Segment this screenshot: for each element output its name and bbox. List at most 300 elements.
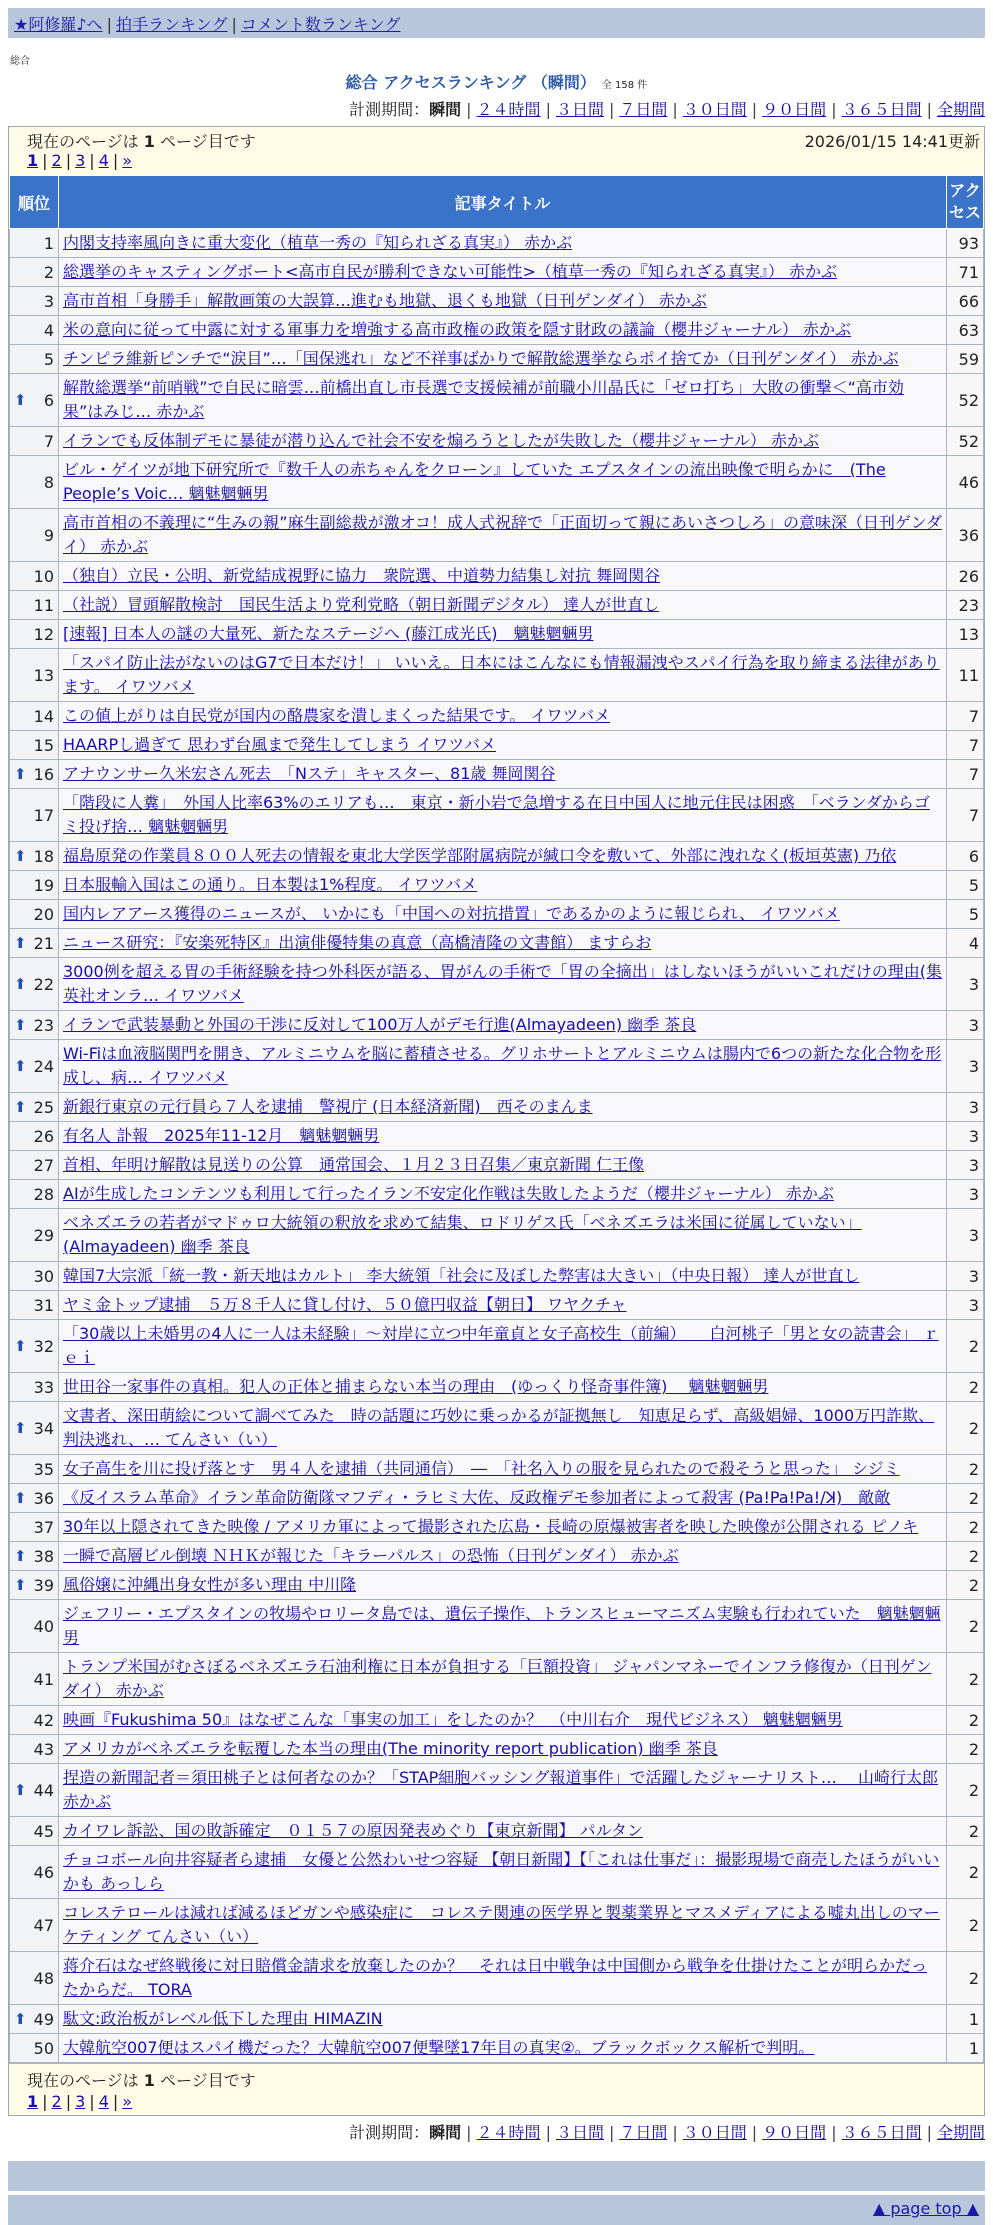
table-row [10,842,984,871]
title-cell [59,1542,947,1571]
rank-number: 41 [33,1669,54,1689]
table-row [10,345,984,374]
period-selector-bottom [0,2120,985,2143]
title-cell [59,649,947,702]
rank-up-arrow-icon: ⬆ [14,1781,27,1799]
table-row [10,1151,984,1180]
period-option-link[interactable]: ９０日間 [762,2123,827,2142]
rank-cell [10,1513,59,1542]
rank-up-arrow-icon: ⬆ [14,1489,27,1507]
title-cell [59,871,947,900]
article-link[interactable]: [速報] 日本人の謎の大量死、新たなステージへ (藤江成光氏) 魑魅魍魎男 [63,624,594,643]
rank-number: 42 [33,1710,54,1730]
access-count: 7 [947,789,984,842]
access-count: 52 [947,427,984,456]
access-count: 59 [947,345,984,374]
article-link[interactable]: イランでも反体制デモに暴徒が潜り込んで社会不安を煽ろうとしたが失敗した（櫻井ジャーナル） 赤かぶ [63,431,819,450]
ranking-container [8,126,985,2116]
separator: | [751,100,758,119]
page-link[interactable]: 2 [51,2092,62,2111]
title-cell [59,1122,947,1151]
rank-cell [10,1262,59,1291]
title-cell [59,591,947,620]
article-link[interactable]: カイワレ訴訟、国の敗訴確定 ０１５７の原因発表めぐり【東京新聞】 パルタン [63,1821,643,1840]
rank-cell [10,229,59,258]
rank-number: 19 [33,875,54,895]
rank-number: 8 [43,472,54,492]
table-row [10,1011,984,1040]
rank-cell [10,900,59,929]
rank-cell [10,427,59,456]
table-row [10,1455,984,1484]
article-link[interactable]: 大韓航空007便はスパイ機だった？大韓航空007便撃墜17年目の真実②。ブラックボックス解析で判明。 [63,2038,815,2057]
article-count: 全 158 件 [601,80,648,91]
category-label: 総合 [10,56,30,67]
article-link[interactable]: 有名人 訃報 2025年11-12月 魑魅魍魎男 [63,1126,380,1145]
rank-number: 32 [33,1336,54,1356]
current-page-info: 現在のページは 1 ページ目です [27,132,256,151]
title-cell [59,2005,947,2034]
rank-number: 45 [33,1821,54,1841]
access-count: 2 [947,1402,984,1455]
rank-number: 35 [33,1459,54,1479]
rank-number: 26 [33,1126,54,1146]
article-link[interactable]: ジェフリー・エプスタインの牧場やロリータ島では、遺伝子操作、トランスヒューマニズム実験も行われていた 魑魅魍魎男 [63,1604,941,1647]
title-cell [59,900,947,929]
rank-cell [10,1571,59,1600]
title-cell [59,1320,947,1373]
access-count: 3 [947,1291,984,1320]
article-link[interactable]: 捏造の新聞記者＝須田桃子とは何者なのか？「STAP細胞バッシング報道事件」で活躍したジャーナリスト… 山崎行太郎 赤かぶ [63,1768,939,1811]
page-link-current[interactable]: 1 [27,2092,39,2111]
rank-cell [10,789,59,842]
page-link[interactable]: 4 [98,2092,109,2111]
title-cell [59,1653,947,1706]
page-link[interactable]: 4 [98,151,109,170]
access-count: 5 [947,900,984,929]
access-count: 66 [947,287,984,316]
table-row [10,900,984,929]
separator: | [926,2123,932,2142]
top-nav-bar [8,8,985,38]
period-option-link[interactable]: 全期間 [936,2123,985,2142]
table-row [10,1706,984,1735]
title-cell [59,1513,947,1542]
access-count: 71 [947,258,984,287]
table-row [10,1402,984,1455]
rank-cell [10,929,59,958]
rank-cell [10,958,59,1011]
separator: | [231,15,237,34]
title-cell [59,1151,947,1180]
table-row [10,789,984,842]
separator: | [42,2092,48,2111]
title-cell [59,929,947,958]
table-row [10,1542,984,1571]
rank-cell [10,1093,59,1122]
table-row [10,1373,984,1402]
separator: | [545,100,551,119]
article-link[interactable]: 映画『Fukushima 50』はなぜこんな「事実の加工」をしたのか？ （中川右介 現代ビジネス） 魑魅魍魎男 [63,1710,843,1729]
period-option-link[interactable]: ３日間 [555,100,604,119]
separator: | [89,151,95,170]
table-row [10,1653,984,1706]
access-count: 2 [947,1600,984,1653]
table-row [10,958,984,1011]
rank-cell [10,287,59,316]
rank-cell [10,1122,59,1151]
article-link[interactable]: 新銀行東京の元行員ら７人を逮捕 警視庁 (日本経済新聞) 西そのまんま [63,1097,593,1116]
article-link[interactable]: イランで武装暴動と外国の干渉に反対して100万人がデモ行進(Almayadeen) 幽季 茶良 [63,1015,697,1034]
rank-cell [10,1653,59,1706]
access-count: 2 [947,1899,984,1952]
rank-number: 5 [43,349,54,369]
title-cell [59,1011,947,1040]
rank-cell [10,1180,59,1209]
rank-number: 6 [43,390,54,410]
rank-number: 33 [33,1377,54,1397]
separator: | [42,151,48,170]
page-link[interactable]: » [122,151,133,170]
rank-number: 30 [33,1266,54,1286]
article-link[interactable]: 米の意向に従って中露に対する軍事力を増強する高市政権の政策を隠す財政の議論（櫻井ジャーナル） 赤かぶ [63,320,851,339]
rank-number: 7 [43,431,54,451]
table-row [10,649,984,702]
table-row [10,1180,984,1209]
access-count: 2 [947,1764,984,1817]
rank-cell [10,2034,59,2063]
separator: | [112,2092,119,2111]
article-link[interactable]: 「スパイ防止法がないのはG7で日本だけ！」 いいえ。日本にはこんなにも情報漏洩やスパイ行為を取り締まる法律があります。 イワツバメ [63,653,940,696]
rank-number: 22 [33,974,54,994]
period-option-link[interactable]: ３０日間 [682,100,747,119]
separator: | [672,2123,678,2142]
title-cell [59,1952,947,2005]
page-top-link[interactable]: ▲ page top ▲ [872,2199,979,2218]
article-link[interactable]: 国内レアアース獲得のニュースが、 いかにも「中国への対抗措置」であるかのように報じられ、 イワツバメ [63,904,840,923]
period-option-selected: 瞬間 [429,2123,462,2142]
rank-number: 16 [33,764,54,784]
rank-number: 28 [33,1184,54,1204]
rank-number: 14 [33,706,54,726]
table-row [10,1513,984,1542]
rank-cell [10,649,59,702]
article-link[interactable]: 高市首相の不義理に“生みの親”麻生副総裁が激オコ！成人式祝辞で「正面切って親にあいさつしろ」の意味深（日刊ゲンダイ） 赤かぶ [63,513,942,556]
article-link[interactable]: 総選挙のキャスティングボート<高市自民が勝利できない可能性>（植草一秀の『知られざる真実』） 赤かぶ [63,262,837,281]
article-link[interactable]: ヤミ金トップ逮捕 ５万８千人に貸し付け、５０億円収益【朝日】 ワヤクチャ [63,1295,627,1314]
page-title: 総合 アクセスランキング （瞬間） [345,73,596,92]
rank-cell [10,1151,59,1180]
access-count: 23 [947,591,984,620]
access-count: 2 [947,1952,984,2005]
pagination-bottom [27,2092,132,2111]
rank-up-arrow-icon: ⬆ [14,1057,27,1075]
title-cell [59,1455,947,1484]
period-selector-top [0,97,985,120]
separator: | [89,2092,95,2111]
access-count: 2 [947,1455,984,1484]
rank-up-arrow-icon: ⬆ [14,1337,27,1355]
home-link[interactable]: ★阿修羅♪へ [14,15,103,34]
title-cell [59,316,947,345]
access-count: 3 [947,958,984,1011]
article-link[interactable]: （社説）冒頭解散検討 国民生活より党利党略（朝日新聞デジタル） 達人が世直し [63,595,660,614]
article-link[interactable]: 風俗嬢に沖縄出身女性が多い理由 中川隆 [63,1575,357,1594]
rank-number: 50 [33,2038,54,2058]
page-link[interactable]: 3 [75,2092,86,2111]
article-link[interactable]: アメリカがベネズエラを転覆した本当の理由(The minority report publication) 幽季 茶良 [63,1739,718,1758]
separator: | [65,151,72,170]
updated-timestamp: 2026/01/15 14:41更新 [804,132,980,151]
article-link[interactable]: AIが生成したコンテンツも利用して行ったイラン不安定化作戦は失敗したようだ（櫻井ジャーナル） 赤かぶ [63,1184,834,1203]
table-row [10,2005,984,2034]
access-count: 3 [947,1011,984,1040]
rank-number: 21 [33,933,54,953]
rank-number: 1 [43,233,54,253]
separator: | [466,2123,472,2142]
access-count: 7 [947,760,984,789]
article-link[interactable]: チンピラ維新ピンチで“涙目”…「国保逃れ」など不祥事ばかりで解散総選挙ならポイ捨てか（日刊ゲンダイ） 赤かぶ [63,349,899,368]
rank-number: 43 [33,1739,54,1759]
article-link[interactable]: HAARPし過ぎて 思わず台風まで発生してしまう イワツバメ [63,735,496,754]
article-link[interactable]: ベネズエラの若者がマドゥロ大統領の釈放を求めて結集、ロドリゲス氏「ベネズエラは米国に従属していない」(Almayadeen) 幽季 茶良 [63,1213,862,1256]
article-link[interactable]: チョコボール向井容疑者ら逮捕 女優と公然わいせつ容疑 【朝日新聞】【「これは仕事だ」：撮影現場で商売したほうがいいかも あっしら [63,1850,940,1893]
page-info-bar [9,127,984,175]
article-link[interactable]: 「30歳以上未婚男の4人に一人は未経験」～対岸に立つ中年童貞と女子高校生（前編） 白河桃子「男と女の読書会」 ｒｅｉ [63,1324,939,1367]
article-link[interactable]: 一瞬で高層ビル倒壊 ＮＨＫが報じた「キラーパルス」の恐怖（日刊ゲンダイ） 赤かぶ [63,1546,679,1565]
title-cell [59,958,947,1011]
table-row [10,1735,984,1764]
rank-cell [10,2005,59,2034]
article-link[interactable]: 蒋介石はなぜ終戦後に対日賠償金請求を放棄したのか？ それは日中戦争は中国側から戦争を仕掛けたことが明らかだったからだ。 TORA [63,1956,928,1999]
rank-number: 46 [33,1862,54,1882]
access-count: 2 [947,1320,984,1373]
title-cell [59,1735,947,1764]
article-link[interactable]: （独自）立民・公明、新党結成視野に協力 衆院選、中道勢力結集し対抗 舞岡関谷 [63,566,661,585]
clap-ranking-link[interactable]: 拍手ランキング [115,15,228,34]
period-option-link[interactable]: ２４時間 [476,2123,541,2142]
access-count: 3 [947,1151,984,1180]
rank-number: 37 [33,1517,54,1537]
article-link[interactable]: 日本服輸入国はこの通り。日本製は1%程度。 イワツバメ [63,875,478,894]
rank-up-arrow-icon: ⬆ [14,934,27,952]
access-count: 36 [947,509,984,562]
rank-number: 47 [33,1915,54,1935]
title-cell [59,287,947,316]
page-link[interactable]: » [122,2092,133,2111]
title-cell [59,702,947,731]
article-link[interactable]: 世田谷一家事件の真相。犯人の正体と捕まらない本当の理由 (ゆっくり怪奇事件簿) 魑魅魍魎男 [63,1377,769,1396]
table-row [10,1040,984,1093]
access-count: 93 [947,229,984,258]
article-link[interactable]: 解散総選挙“前哨戦”で自民に暗雲…前橋出直し市長選で支援候補が前職小川晶氏に「ゼロ打ち」大敗の衝撃＜“高市効果”はみじ… 赤かぶ [63,378,904,421]
period-option-link[interactable]: ７日間 [619,100,668,119]
period-option-link[interactable]: ７日間 [619,2123,668,2142]
rank-number: 10 [33,566,54,586]
period-option-link[interactable]: ３６５日間 [841,2123,922,2142]
rank-number: 9 [43,525,54,545]
rank-up-arrow-icon: ⬆ [14,1576,27,1594]
rank-number: 38 [33,1546,54,1566]
access-count: 2 [947,1817,984,1846]
article-link[interactable]: 駄文:政治板がレベル低下した理由 HIMAZIN [63,2009,383,2028]
title-cell [59,509,947,562]
table-row [10,1600,984,1653]
article-link[interactable]: アナウンサー久米宏さん死去 「Nステ」キャスター、81歳 舞岡関谷 [63,764,556,783]
period-option-link[interactable]: ２４時間 [476,100,541,119]
rank-number: 4 [43,320,54,340]
table-row [10,1209,984,1262]
article-link[interactable]: 女子高生を川に投げ落とす 男４人を逮捕（共同通信） ― 「社名入りの服を見られたので殺そうと思った」 シジミ [63,1459,900,1478]
access-count: 63 [947,316,984,345]
access-count: 5 [947,871,984,900]
table-row [10,1291,984,1320]
table-row [10,427,984,456]
article-link[interactable]: 文書者、深田萌絵について調べてみた 時の話題に巧妙に乗っかるが証拠無し 知恵足らず、高級娼婦、1000万円詐欺、判決逃れ、… てんさい（い） [63,1406,935,1449]
title-cell [59,1373,947,1402]
article-link[interactable]: 《反イスラム革命》イラン革命防衛隊マフディ・ラヒミ大佐、反政権デモ参加者によって殺害 (Pa!Pa!Pa!/ꓘ) 敵敵 [63,1488,891,1507]
access-count: 2 [947,1513,984,1542]
article-link[interactable]: 福島原発の作業員８００人死去の情報を東北大学医学部附属病院が緘口令を敷いて、外部に洩れなく(板垣英憲) 乃依 [63,846,897,865]
separator: | [106,15,112,34]
pagination-top [27,151,132,170]
title-cell [59,229,947,258]
ranking-table [9,175,984,2063]
rank-number: 40 [33,1616,54,1636]
table-header-row [10,176,984,229]
article-link[interactable]: 内閣支持率風向きに重大変化（植草一秀の『知られざる真実』） 赤かぶ [63,233,573,252]
rank-cell [10,731,59,760]
access-count: 2 [947,1706,984,1735]
article-link[interactable]: トランプ米国がむさぼるベネズエラ石油利権に日本が負担する「巨額投資」 ジャパンマネーでインフラ修復か（日刊ゲンダイ） 赤かぶ [63,1657,932,1700]
table-row [10,1320,984,1373]
rank-number: 18 [33,846,54,866]
article-link[interactable]: 高市首相「身勝手」解散画策の大誤算…進むも地獄、退くも地獄（日刊ゲンダイ） 赤かぶ [63,291,707,310]
table-row [10,2034,984,2063]
title-cell [59,2034,947,2063]
rank-cell [10,1600,59,1653]
title-cell [59,1484,947,1513]
table-row [10,456,984,509]
access-count: 4 [947,929,984,958]
article-link[interactable]: 「階段に人糞」 外国人比率63%のエリアも… 東京・新小岩で急増する在日中国人に地元住民は困惑 「ベランダからゴミ投げ捨… 魑魅魍魎男 [63,793,930,836]
table-row [10,1764,984,1817]
rank-cell [10,1764,59,1817]
period-label: 計測期間： [349,2123,430,2142]
rank-cell [10,456,59,509]
separator: | [831,100,837,119]
article-link[interactable]: 30年以上隠されてきた映像 / アメリカ軍によって撮影された広島・長崎の原爆被害者を映した映像が公開される ピノキ [63,1517,919,1536]
rank-cell [10,702,59,731]
rank-number: 36 [33,1488,54,1508]
article-link[interactable]: ビル・ゲイツが地下研究所で『数千人の赤ちゃんをクローン』していた エプスタインの流出映像で明らかに (The People’s Voic… 魑魅魍魎男 [63,460,886,503]
table-row [10,871,984,900]
period-option-link[interactable]: 全期間 [936,100,985,119]
comment-ranking-link[interactable]: コメント数ランキング [240,15,401,34]
table-row [10,374,984,427]
title-cell [59,1209,947,1262]
access-count: 3 [947,1093,984,1122]
title-cell [59,620,947,649]
access-count: 6 [947,842,984,871]
separator: | [831,2123,837,2142]
header-title: 記事タイトル [59,176,947,229]
rank-number: 29 [33,1225,54,1245]
rank-number: 39 [33,1575,54,1595]
title-cell [59,374,947,427]
rank-cell [10,760,59,789]
rank-number: 2 [43,262,54,282]
article-link[interactable]: 首相、年明け解散は見送りの公算 通常国会、１月２３日召集／東京新聞 仁王像 [63,1155,645,1174]
article-link[interactable]: 3000例を超える胃の手術経験を持つ外科医が語る、胃がんの手術で「胃の全摘出」はしないほうがいいこれだけの理由(集英社オンラ… イワツバメ [63,962,942,1005]
access-count: 13 [947,620,984,649]
article-link[interactable]: 韓国7大宗派「統一教・新天地はカルト」 李大統領「社会に及ぼした弊害は大きい」（中央日報） 達人が世直し [63,1266,860,1285]
rank-cell [10,1040,59,1093]
table-row [10,591,984,620]
access-count: 52 [947,374,984,427]
title-cell [59,1180,947,1209]
table-row [10,1122,984,1151]
title-cell [59,427,947,456]
table-row [10,1571,984,1600]
period-option-link[interactable]: ３６５日間 [841,100,922,119]
rank-number: 20 [33,904,54,924]
rank-number: 27 [33,1155,54,1175]
separator: | [751,2123,758,2142]
title-cell [59,562,947,591]
period-option-link[interactable]: ９０日間 [762,100,827,119]
article-link[interactable]: コレステロールは減れば減るほどガンや感染症に コレステ関連の医学界と製薬業界とマスメディアによる嘘丸出しのマーケティング てんさい（い） [63,1903,940,1946]
title-cell [59,1262,947,1291]
title-cell [59,1706,947,1735]
current-page-info-bottom: 現在のページは 1 ページ目です [27,2071,256,2090]
table-row [10,1262,984,1291]
table-row [10,1817,984,1846]
table-row [10,1846,984,1899]
access-count: 26 [947,562,984,591]
rank-number: 31 [33,1295,54,1315]
title-cell [59,842,947,871]
rank-cell [10,1373,59,1402]
access-count: 2 [947,1373,984,1402]
table-row [10,316,984,345]
table-row [10,287,984,316]
page-link-current[interactable]: 1 [27,151,39,170]
table-row [10,258,984,287]
access-count: 3 [947,1122,984,1151]
access-count: 3 [947,1262,984,1291]
table-row [10,1899,984,1952]
rank-number: 15 [33,735,54,755]
article-link[interactable]: Wi-Fiは血液脳関門を開き、アルミニウムを脳に蓄積させる。グリホサートとアルミニウムは腸内で6つの新たな化合物を形成し、病… イワツバメ [63,1044,942,1087]
period-option-link[interactable]: ３０日間 [682,2123,747,2142]
rank-number: 11 [33,595,54,615]
rank-cell [10,1706,59,1735]
article-link[interactable]: この値上がりは自民党が国内の酪農家を潰しまくった結果です。 イワツバメ [63,706,611,725]
access-count: 7 [947,731,984,760]
page-info-bar-bottom [9,2063,984,2115]
page-link[interactable]: 3 [75,151,86,170]
page-link[interactable]: 2 [51,151,62,170]
title-cell [59,1571,947,1600]
period-option-link[interactable]: ３日間 [555,2123,604,2142]
rank-cell [10,258,59,287]
rank-up-arrow-icon: ⬆ [14,2010,27,2028]
title-cell [59,1093,947,1122]
rank-cell [10,1320,59,1373]
article-link[interactable]: ニュース研究：『安楽死特区』出演俳優特集の真意（高橋清隆の文書館） ますらお [63,933,652,952]
table-row [10,929,984,958]
